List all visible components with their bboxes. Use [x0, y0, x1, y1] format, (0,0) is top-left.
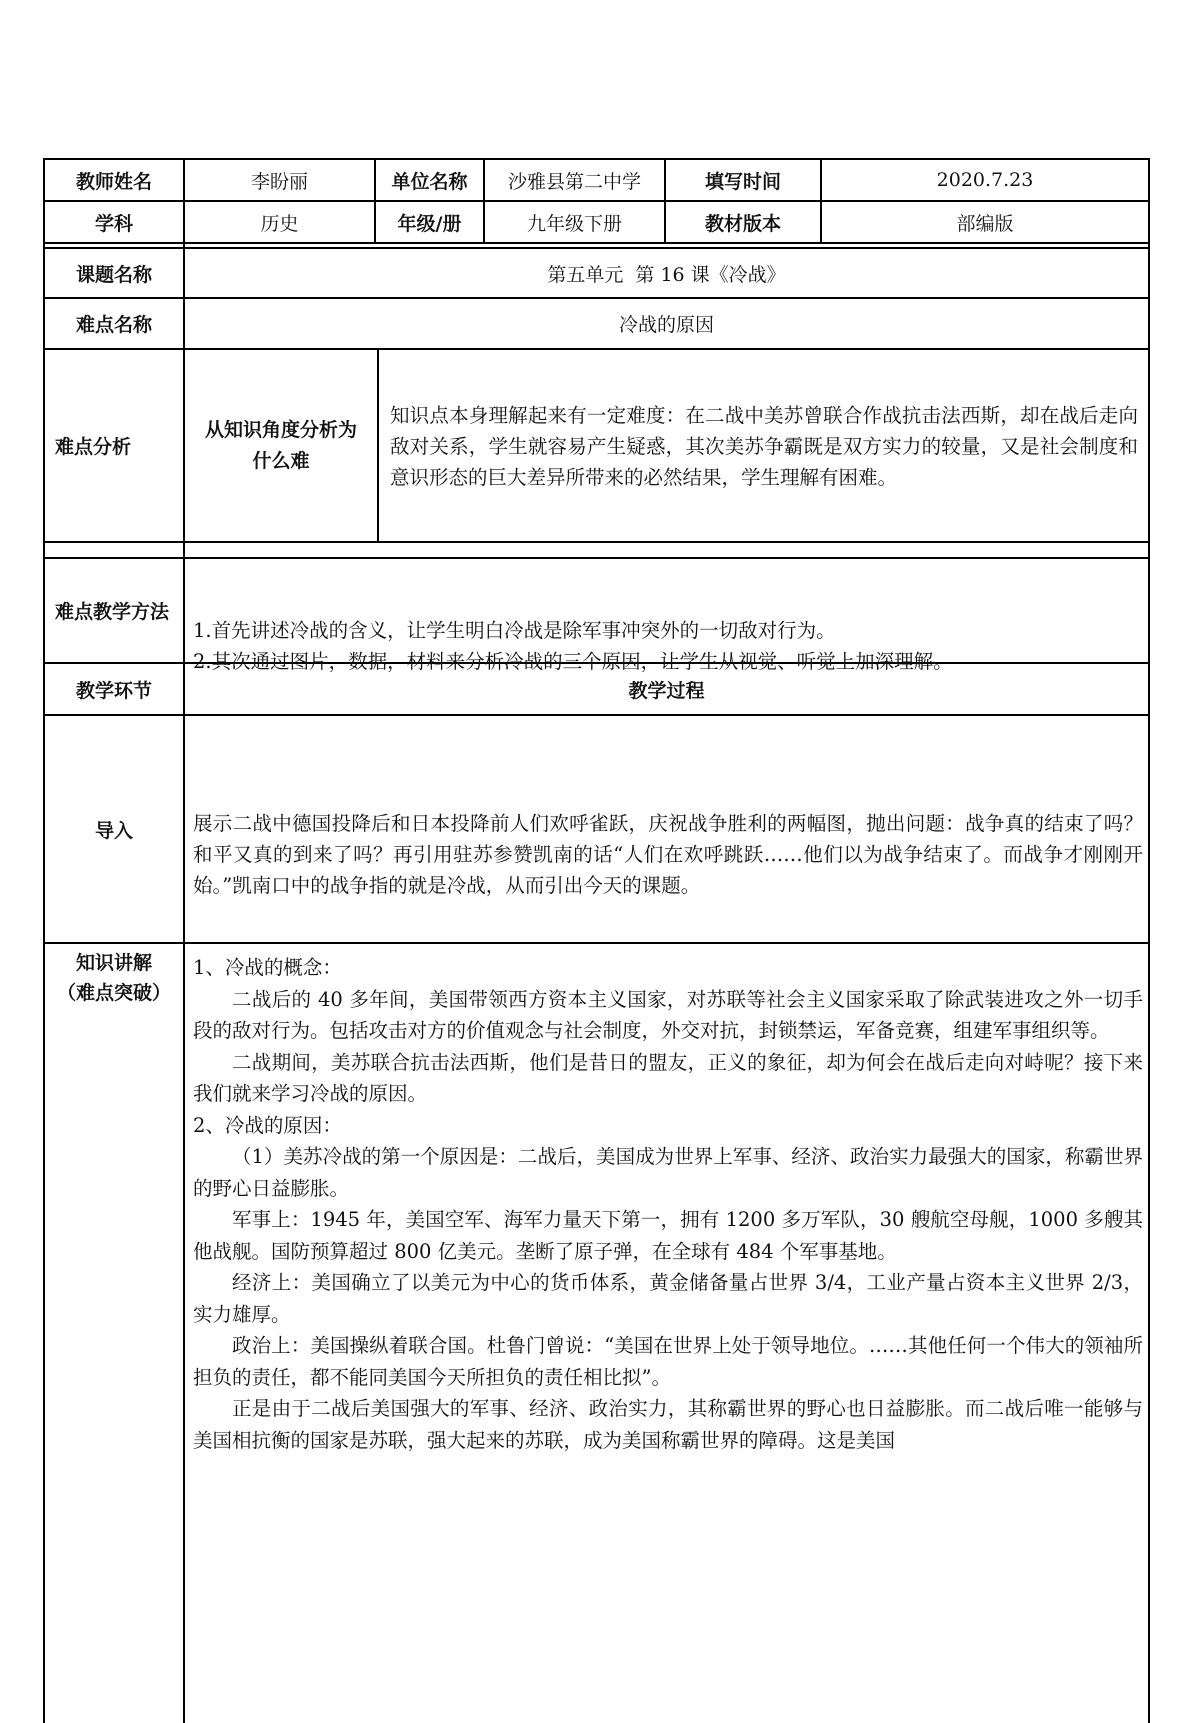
knowledge-text	[193, 952, 1143, 1456]
analysis-sub-label: 从知识角度分析为什么难	[204, 418, 357, 472]
intro-label: 导入	[94, 819, 133, 842]
intro-paragraph: 展示二战中德国投降后和日本投降前人们欢呼雀跃，庆祝战争胜利的两幅图，抛出问题：战争真的结束了吗？和平又真的到来了吗？再引用驻苏参赞凯南的话“人们在欢呼跳跃……他们以为战争结束了。而战争才刚刚开始。”凯南口中的战争指的就是冷战，从而引出今天的课题。	[193, 812, 1143, 897]
knowledge-paragraph: 1、冷战的概念：	[193, 956, 342, 979]
knowledge-paragraph: 军事上：1945 年，美国空军、海军力量天下第一，拥有 1200 多万军队，30 艘航空母舰，1000 多艘其他战舰。国防预算超过 800 亿美元。垄断了原子弹，在全球有 484 个军事基地。	[193, 1208, 1143, 1263]
difficulty-label: 难点名称	[75, 314, 152, 336]
knowledge-paragraph: 二战期间，美苏联合抗击法西斯，他们是昔日的盟友，正义的象征，却为何会在战后走向对峙呢？接下来我们就来学习冷战的原因。	[193, 1050, 1143, 1105]
difficulty-value: 冷战的原因	[618, 314, 714, 336]
intro-text	[193, 808, 1143, 901]
grade-label: 年级/册	[397, 212, 462, 235]
grade-value: 九年级下册	[526, 212, 622, 235]
method-line-1: 1.首先讲述冷战的含义，让学生明白冷战是除军事冲突外的一切敌对行为。	[193, 619, 836, 642]
topic-value: 第五单元 第 16 课《冷战》	[547, 263, 786, 286]
row-divider	[43, 557, 1148, 559]
row-divider	[43, 541, 1148, 543]
knowledge-paragraph: 2、冷战的原因：	[193, 1113, 342, 1137]
analysis-paragraph: 知识点本身理解起来有一定难度：在二战中美苏曾联合作战抗击法西斯，却在战后走向敌对关系，学生就容易产生疑惑，其次美苏争霸既是双方实力的较量，又是社会制度和意识形态的巨大差异所带来的必然结果，学生理解有困难。	[390, 404, 1138, 489]
analysis-text	[390, 400, 1138, 493]
edition-value: 部编版	[956, 212, 1014, 235]
stage-header-label: 教学环节	[75, 679, 152, 702]
analysis-label: 难点分析	[55, 436, 132, 458]
knowledge-label-line-2: （难点突破）	[56, 982, 171, 1004]
knowledge-paragraph: 正是由于二战后美国强大的军事、经济、政治实力，其称霸世界的野心也日益膨胀。而二战后唯一能够与美国相抗衡的国家是苏联，强大起来的苏联，成为美国称霸世界的障碍。这是美国	[193, 1397, 1143, 1452]
method-line-2: 2.其次通过图片，数据，材料来分析冷战的三个原因，让学生从视觉、听觉上加深理解。	[193, 650, 953, 673]
process-header-label: 教学过程	[628, 679, 705, 702]
subject-value: 历史	[260, 212, 299, 235]
school-name-value: 沙雅县第二中学	[507, 170, 641, 193]
school-name-label: 单位名称	[391, 170, 468, 193]
topic-label: 课题名称	[75, 263, 152, 286]
fill-date-label: 填写时间	[704, 170, 781, 193]
subject-label: 学科	[94, 212, 133, 235]
column-divider	[183, 158, 185, 1723]
knowledge-paragraph: 经济上：美国确立了以美元为中心的货币体系，黄金储备量占世界 3/4，工业产量占资本主义世界 2/3，实力雄厚。	[193, 1271, 1143, 1326]
row-divider	[43, 242, 1148, 244]
fill-date-value: 2020.7.23	[936, 169, 1034, 191]
edition-label: 教材版本	[704, 212, 781, 235]
knowledge-label	[45, 948, 183, 1008]
column-divider	[377, 348, 379, 541]
teacher-name-label: 教师姓名	[75, 170, 152, 193]
knowledge-paragraph: 二战后的 40 多年间，美国带领西方资本主义国家，对苏联等社会主义国家采取了除武装进攻之外一切手段的敌对行为。包括攻击对方的价值观念与社会制度，外交对抗，封锁禁运，军备竞赛，组建军事组织等。	[193, 987, 1143, 1042]
row-divider	[43, 714, 1148, 716]
knowledge-paragraph: 政治上：美国操纵着联合国。杜鲁门曾说：“美国在世界上处于领导地位。……其他任何一个伟大的领袖所担负的责任，都不能同美国今天所担负的责任相比拟”。	[193, 1334, 1143, 1389]
method-label: 难点教学方法	[55, 601, 170, 623]
teacher-name-value: 李盼丽	[250, 170, 308, 193]
row-divider	[43, 942, 1148, 944]
knowledge-paragraph: （1）美苏冷战的第一个原因是：二战后，美国成为世界上军事、经济、政治实力最强大的国家，称霸世界的野心日益膨胀。	[193, 1145, 1143, 1200]
knowledge-label-line-1: 知识讲解	[75, 952, 152, 974]
